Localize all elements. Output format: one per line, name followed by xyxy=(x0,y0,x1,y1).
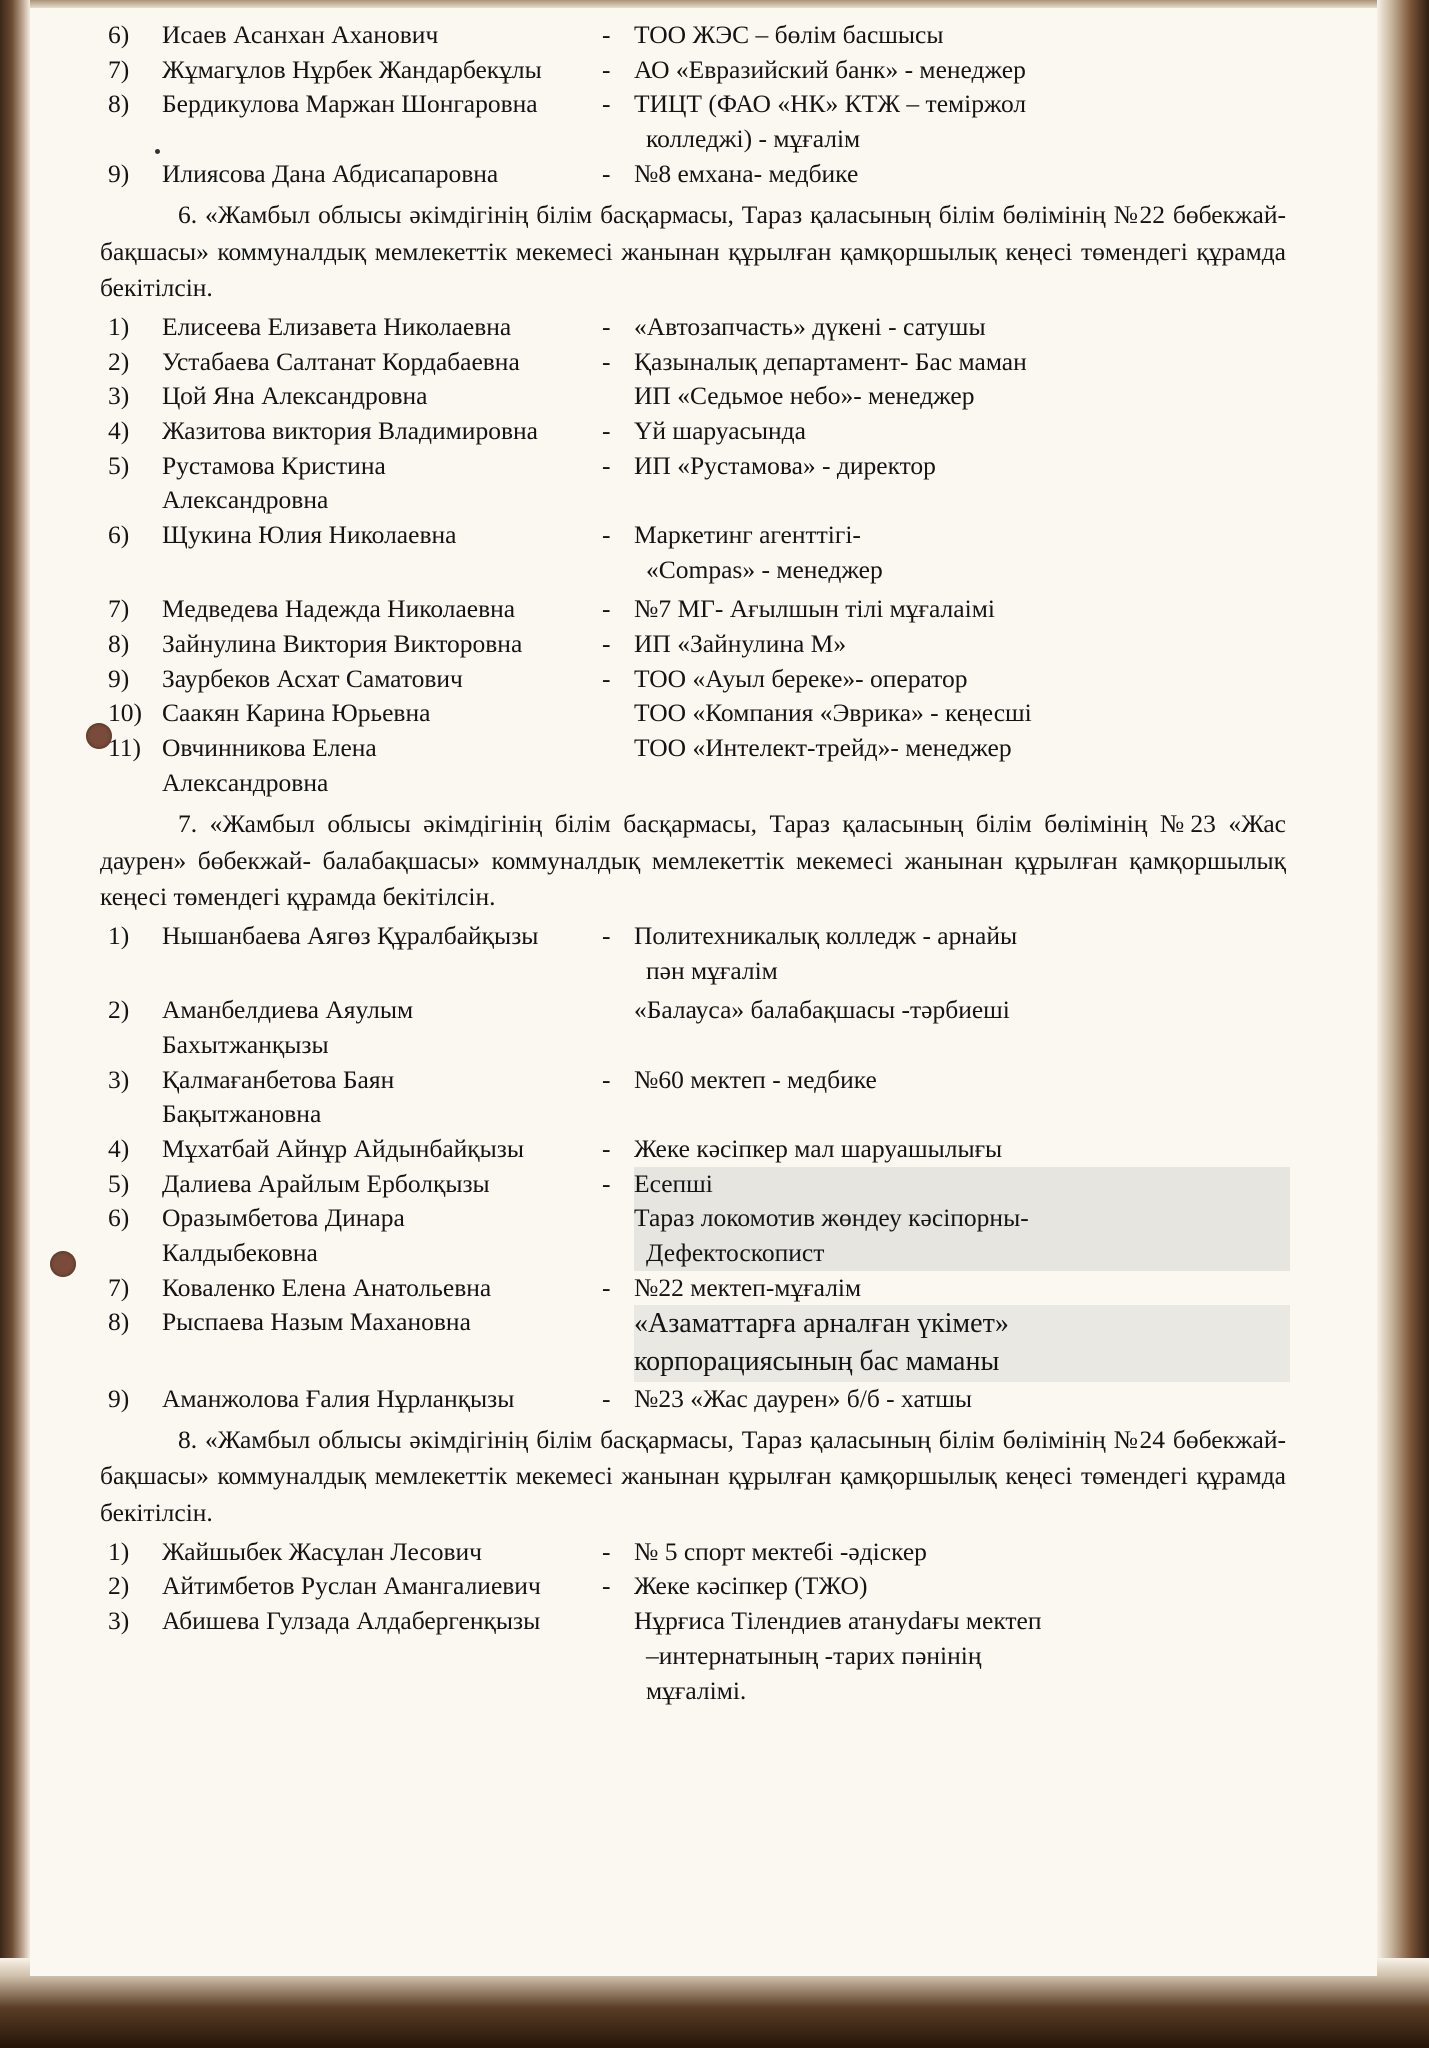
person-role xyxy=(634,518,1290,587)
list-item xyxy=(100,592,1290,627)
dash-separator: - xyxy=(602,629,611,659)
list-item-number: 7) xyxy=(108,594,130,624)
list-item xyxy=(100,993,1290,1062)
person-role: «Балауса» балабақшасы -тәрбиеші xyxy=(634,995,1010,1025)
list-item xyxy=(100,731,1290,800)
list-item xyxy=(100,1063,1290,1132)
person-name: Исаев Асанхан Аханович xyxy=(162,20,439,49)
list-item xyxy=(100,1271,1290,1306)
person-role xyxy=(634,919,1290,988)
list-item-number: 9) xyxy=(108,663,130,693)
hole-punch-mark-bottom xyxy=(50,1251,76,1277)
list-item-number: 2) xyxy=(108,995,130,1025)
dash-separator: - xyxy=(602,1383,611,1413)
person-role-line2: пән мұғалім xyxy=(646,955,778,985)
dash-separator: - xyxy=(602,1536,611,1566)
person-name: Коваленко Елена Анатольевна xyxy=(162,1272,492,1302)
person-name: Жұмагұлов Нұрбек Жандарбекұлы xyxy=(162,54,542,84)
person-role-line1: ТИЦТ (ФАО «НК» КТЖ – теміржол xyxy=(634,89,1027,119)
person-role-line2: корпорациясының бас маманы xyxy=(634,1346,1000,1378)
list-item xyxy=(100,1201,1290,1270)
person-name: Жазитова виктория Владимировна xyxy=(162,415,538,445)
person-name: Аманжолова Ғалия Нұрланқызы xyxy=(162,1383,515,1413)
person-role-line2: Дефектоскопист xyxy=(646,1238,825,1268)
person-name-line2: Калдыбековна xyxy=(162,1238,318,1268)
person-name: Заурбеков Асхат Саматович xyxy=(162,663,463,693)
section-8-list xyxy=(100,1535,1290,1708)
list-item xyxy=(100,662,1290,697)
list-item-number: 5) xyxy=(108,450,130,480)
section-7-paragraph: 7. «Жамбыл облысы әкімдігінің білім басқармасы, Тараз қаласының білім бөлімінің №23 «Жас даурен» бөбекжай- балабақшасы» коммуналдық мемлекеттік мекемесі жанынан құрылған қамқоршылық кеңесі төмендегі құрамда бекітілсін. xyxy=(100,809,1286,911)
dash-separator: - xyxy=(602,1272,611,1302)
person-role: ТОО «Интелект-трейд»- менеджер xyxy=(634,733,1012,763)
list-item-number: 2) xyxy=(108,1571,130,1601)
person-name: Жайшыбек Жасұлан Лесович xyxy=(162,1536,482,1566)
list-item-number: 9) xyxy=(108,158,130,188)
person-name: Айтимбетов Руслан Амангалиевич xyxy=(162,1571,541,1601)
dash-separator: - xyxy=(602,415,611,445)
list-item xyxy=(100,696,1290,731)
person-name-line2: Бахытжанқызы xyxy=(162,1030,329,1059)
dash-separator: - xyxy=(602,1571,611,1601)
person-role: ТОО «Ауыл береке»- оператор xyxy=(634,663,968,693)
person-name xyxy=(162,1063,602,1132)
person-name: Далиева Арайлым Ерболқызы xyxy=(162,1168,490,1198)
list-item xyxy=(100,157,1290,192)
person-role-line1: Тараз локомотив жөндеу кәсіпорны- xyxy=(634,1203,1029,1233)
person-role: Қазыналық департамент- Бас маман xyxy=(634,346,1027,376)
list-item-number: 8) xyxy=(108,629,130,659)
person-name-line2: Александровна xyxy=(162,485,329,515)
person-role: № 5 спорт мектебі -әдіскер xyxy=(634,1536,927,1566)
person-role-line1: Нұрғиса Тілендиев атанydағы мектеп xyxy=(634,1606,1042,1636)
dash-separator: - xyxy=(602,311,611,341)
list-item-number: 6) xyxy=(108,1203,130,1233)
person-name: Зайнулина Виктория Викторовна xyxy=(162,629,523,659)
person-role: АО «Евразийский банк» - менеджер xyxy=(634,54,1026,84)
dash-separator: - xyxy=(602,346,611,376)
list-item xyxy=(100,919,1290,988)
person-role: Жеке кәсіпкер мал шаруашылығы xyxy=(634,1134,1003,1164)
list-item xyxy=(100,1167,1290,1202)
person-name-line1: Оразымбетова Динара xyxy=(162,1203,405,1233)
person-role-line1: «Азаматтарға арналған үкімет» xyxy=(634,1308,1009,1340)
person-role: ИП «Зайнулина М» xyxy=(634,629,847,659)
person-name: Устабаева Салтанат Кордабаевна xyxy=(162,346,520,376)
person-role: «Автозапчасть» дүкені - сатушы xyxy=(634,311,986,341)
list-item xyxy=(100,449,1290,518)
scan-edge-left xyxy=(0,0,30,2048)
list-item-number: 8) xyxy=(108,1307,130,1337)
person-name-line1: Аманбелдиева Аяулым xyxy=(162,995,414,1025)
list-item xyxy=(100,1604,1290,1708)
list-item-number: 1) xyxy=(108,1536,130,1566)
dash-separator: - xyxy=(602,1064,611,1094)
list-item xyxy=(100,1535,1290,1570)
person-role: Үй шаруасында xyxy=(634,415,806,445)
document-body xyxy=(100,18,1290,1708)
person-name xyxy=(162,993,602,1062)
list-item-number: 3) xyxy=(108,1606,130,1636)
person-role xyxy=(634,1604,1290,1708)
list-item xyxy=(100,1305,1290,1381)
person-name: Елисеева Елизавета Николаевна xyxy=(162,311,512,341)
list-item-number: 4) xyxy=(108,1134,130,1164)
dash-separator: - xyxy=(602,663,611,693)
person-name xyxy=(162,1201,602,1270)
person-name: Медведева Надежда Николаевна xyxy=(162,594,516,624)
list-item xyxy=(100,1569,1290,1604)
person-role: Есепші xyxy=(634,1167,1290,1202)
person-role: №7 МГ- Ағылшын тілі мұғалаімі xyxy=(634,594,995,624)
list-item xyxy=(100,53,1290,88)
person-role: №8 емхана- медбике xyxy=(634,158,859,188)
section-8-paragraph: 8. «Жамбыл облысы әкімдігінің білім басқармасы, Тараз қаласының білім бөлімінің №24 бөбекжай-бақшасы» коммуналдық мемлекеттік мекемесі жанынан құрылған қамқоршылық кеңесі төмендегі құрамда бекітілсін. xyxy=(100,1425,1286,1527)
person-name-line1: Қалмағанбетова Баян xyxy=(162,1064,395,1094)
list-item-number: 7) xyxy=(108,54,130,84)
list-item-number: 10) xyxy=(108,698,142,728)
list-item xyxy=(100,379,1290,414)
person-role-line1: Маркетинг агенттігі- xyxy=(634,520,861,549)
list-item-number: 9) xyxy=(108,1383,130,1413)
section-6-list xyxy=(100,310,1290,800)
person-name: Мұхатбай Айнұр Айдынбайқызы xyxy=(162,1134,525,1164)
person-name: Щукина Юлия Николаевна xyxy=(162,520,457,549)
dash-separator: - xyxy=(602,89,611,119)
scan-edge-right xyxy=(1377,0,1429,2048)
person-name: Нышанбаева Аягөз Құралбайқызы xyxy=(162,920,539,950)
dash-separator: - xyxy=(602,450,611,480)
list-item-number: 5) xyxy=(108,1168,130,1198)
person-name-line2: Бақытжановна xyxy=(162,1099,322,1129)
person-role xyxy=(634,1305,1290,1381)
person-name-line1: Овчинникова Елена xyxy=(162,733,377,763)
person-role-line2: –интернатының -тарих пәнінің xyxy=(646,1640,982,1670)
list-item-number: 11) xyxy=(108,733,142,763)
person-role: ИП «Седьмое небо»- менеджер xyxy=(634,381,975,411)
person-role: ТОО «Компания «Эврика» - кеңесші xyxy=(634,698,1032,728)
person-name: Бердикулова Маржан Шонгаровна xyxy=(162,89,538,119)
dash-separator: - xyxy=(602,920,611,950)
list-item-number: 7) xyxy=(108,1272,130,1302)
list-item xyxy=(100,87,1290,156)
person-role: ТОО ЖЭС – бөлім басшысы xyxy=(634,20,944,49)
person-name-line1: Рустамова Кристина xyxy=(162,450,386,480)
list-item-number: 2) xyxy=(108,346,130,376)
person-name-line2: Александровна xyxy=(162,767,329,797)
list-item xyxy=(100,414,1290,449)
dash-separator: - xyxy=(602,1168,611,1198)
person-name: Илиясова Дана Абдисапаровна xyxy=(162,158,499,188)
section-6-paragraph: 6. «Жамбыл облысы әкімдігінің білім басқармасы, Тараз қаласының білім бөлімінің №22 бөбекжай-бақшасы» коммуналдық мемлекеттік мекемесі жанынан құрылған қамқоршылық кеңесі төмендегі құрамда бекітілсін. xyxy=(100,200,1286,302)
person-role: №23 «Жас даурен» б/б - хатшы xyxy=(634,1383,973,1413)
list-item-number: 6) xyxy=(108,520,130,549)
dash-separator: - xyxy=(602,20,611,49)
dash-separator: - xyxy=(602,54,611,84)
person-name: Абишева Гулзада Алдабергенқызы xyxy=(162,1606,541,1636)
list-item-number: 1) xyxy=(108,311,130,341)
person-role xyxy=(634,1201,1290,1270)
person-name: Цой Яна Александровна xyxy=(162,381,428,411)
list-item xyxy=(100,518,1290,587)
person-role-line2: «Compas» - менеджер xyxy=(646,554,883,584)
person-role-line1: Политехникалық колледж - арнайы xyxy=(634,920,1018,950)
dash-separator: - xyxy=(602,520,611,549)
list-item xyxy=(100,1382,1290,1417)
person-role: №60 мектеп - медбике xyxy=(634,1064,877,1094)
person-role xyxy=(634,87,1290,156)
list-item xyxy=(100,345,1290,380)
list-item-number: 8) xyxy=(108,89,130,119)
list-item-number: 3) xyxy=(108,381,130,411)
person-role-line3: мұғалімі. xyxy=(646,1675,747,1705)
list-item-number: 6) xyxy=(108,20,130,49)
list-item-number: 4) xyxy=(108,415,130,445)
person-role: Жеке кәсіпкер (ТЖО) xyxy=(634,1571,868,1601)
list-item xyxy=(100,18,1290,53)
person-role: №22 мектеп-мұғалім xyxy=(634,1272,862,1302)
dash-separator: - xyxy=(602,158,611,188)
dash-separator: - xyxy=(602,594,611,624)
person-name: Саакян Карина Юрьевна xyxy=(162,698,431,728)
list-item xyxy=(100,627,1290,662)
section-5-continued xyxy=(100,18,1290,191)
section-7-list xyxy=(100,919,1290,1416)
person-name xyxy=(162,449,602,518)
list-item xyxy=(100,1132,1290,1167)
person-name xyxy=(162,731,602,800)
list-item-number: 3) xyxy=(108,1064,130,1094)
list-item-number: 1) xyxy=(108,920,130,950)
person-role-line2: колледжі) - мұғалім xyxy=(646,124,861,154)
dash-separator: - xyxy=(602,1134,611,1164)
person-role: ИП «Рустамова» - директор xyxy=(634,450,936,480)
list-item xyxy=(100,310,1290,345)
person-name: Рыспаева Назым Махановна xyxy=(162,1307,471,1337)
